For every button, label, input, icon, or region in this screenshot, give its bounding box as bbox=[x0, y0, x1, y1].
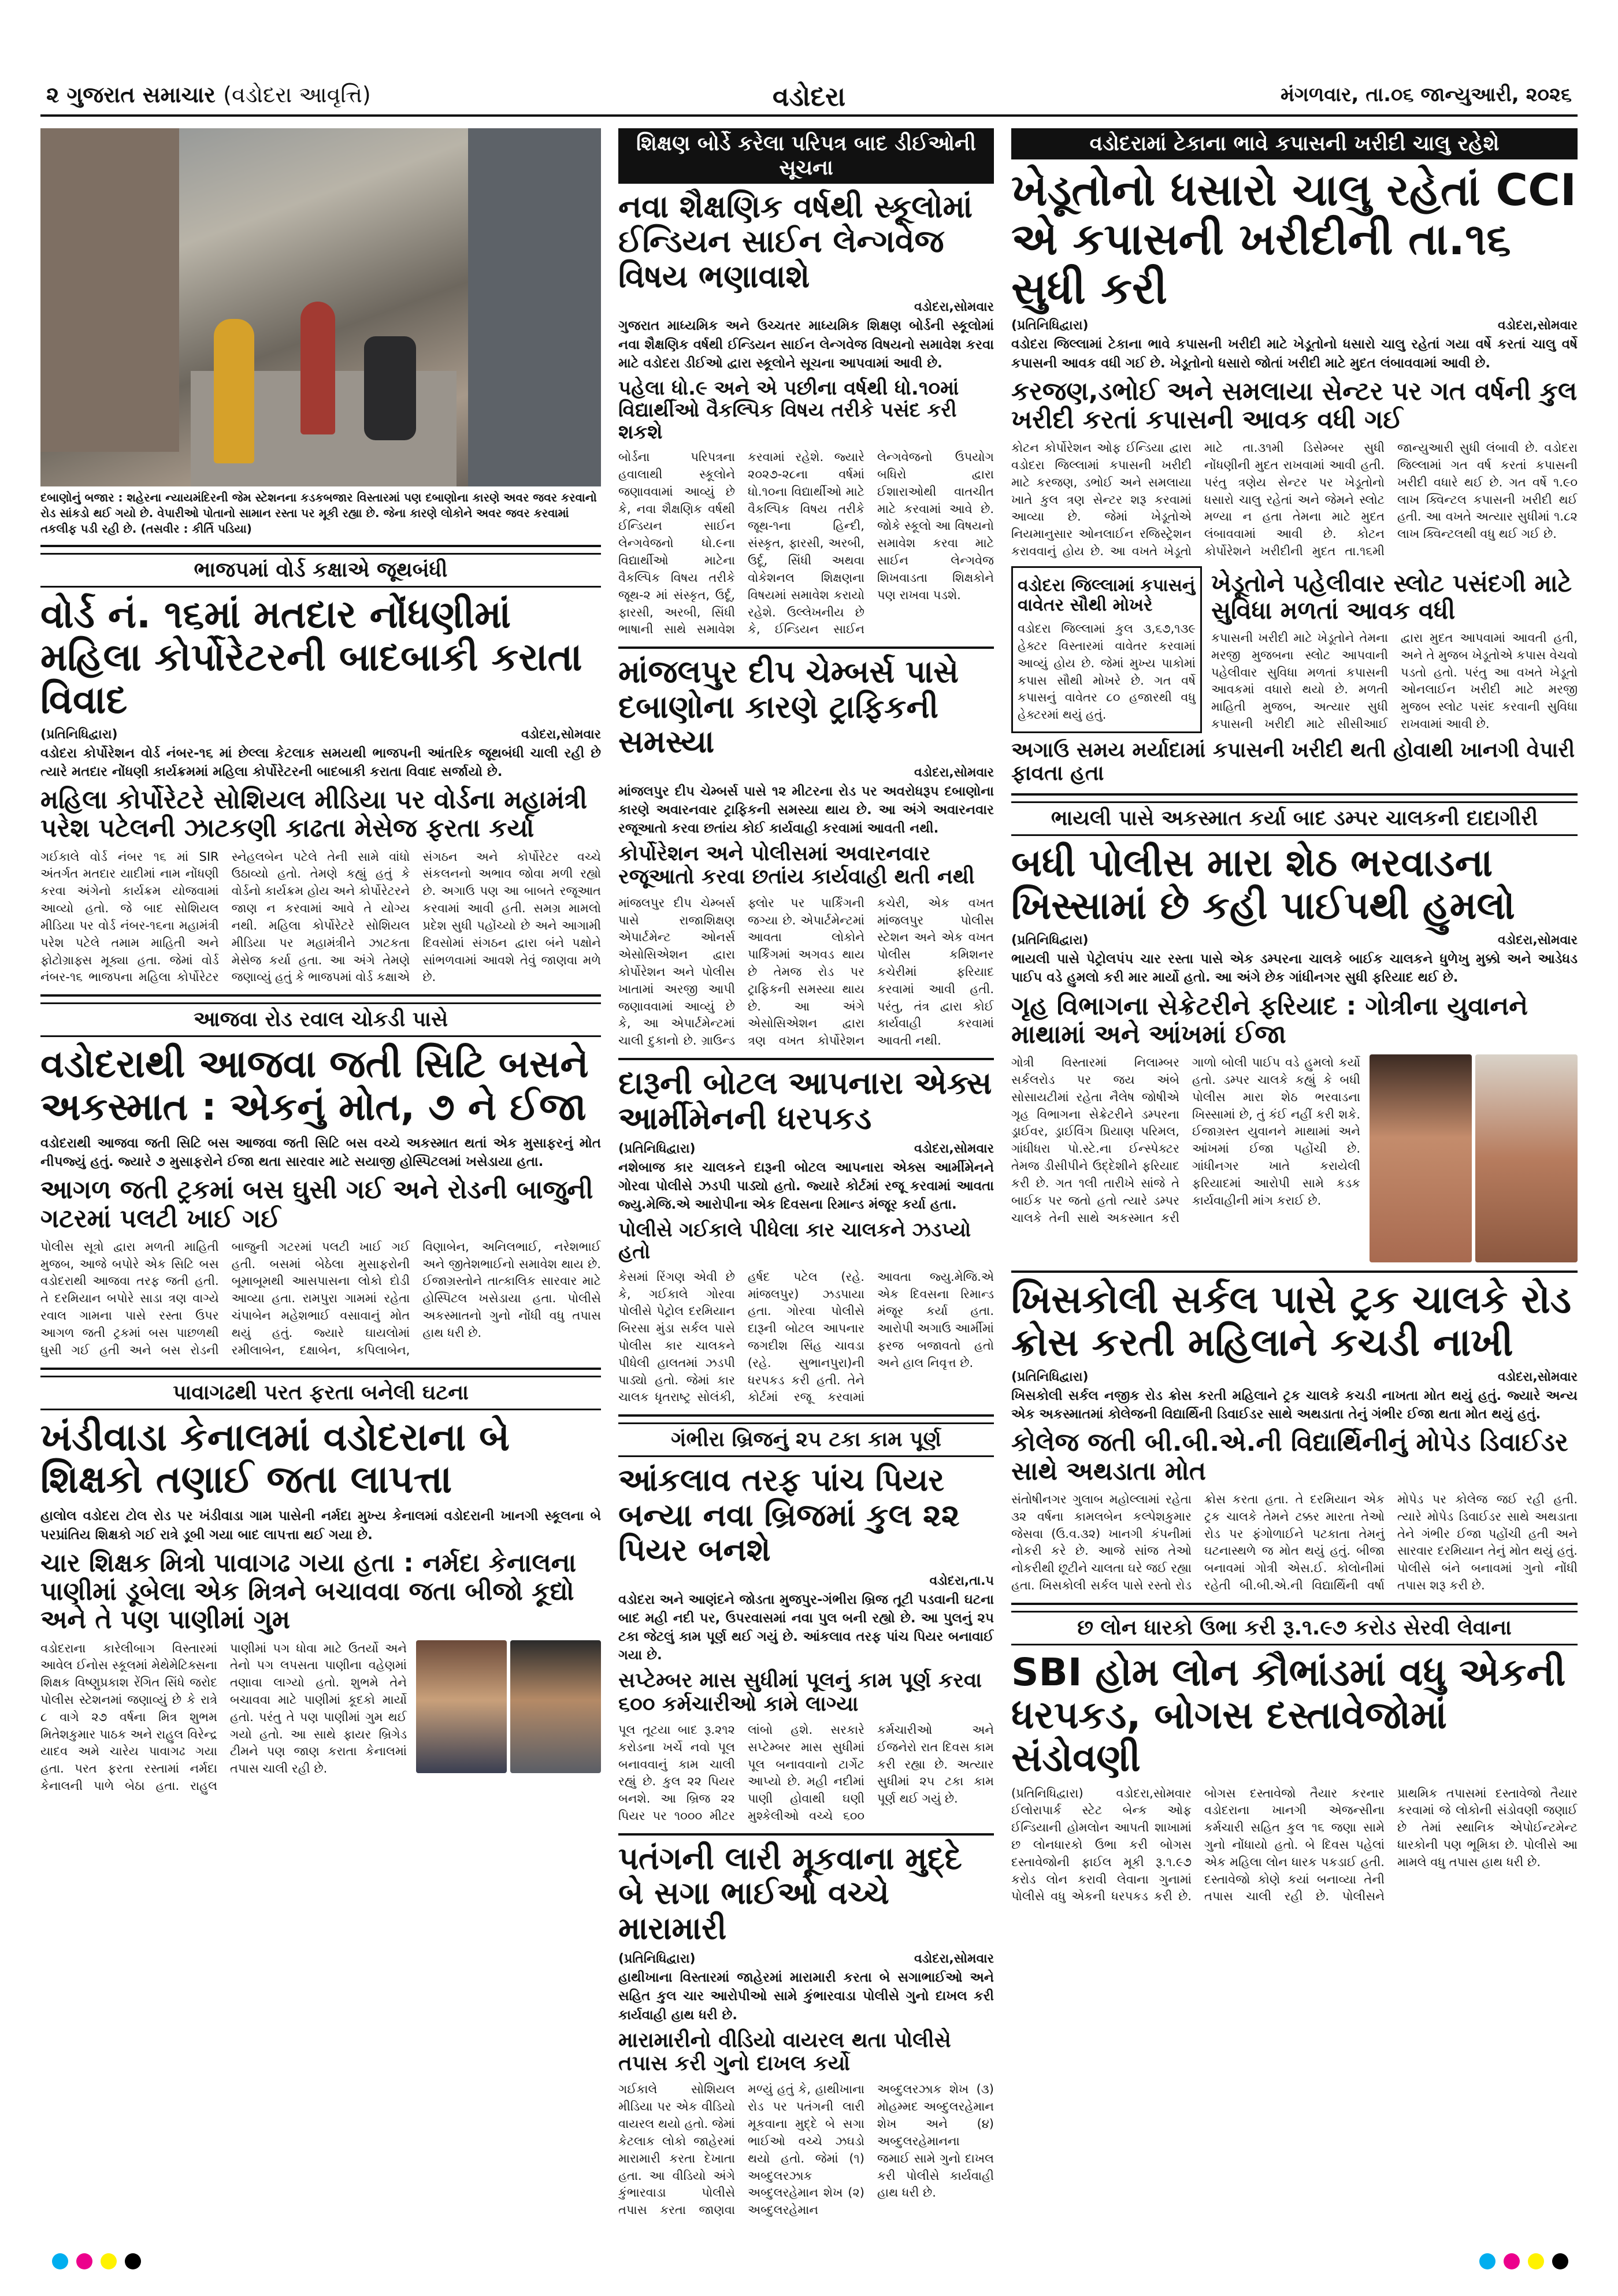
s2-subhead: આગળ જતી ટ્રકમાં બસ ઘુસી ગઈ અને રોડની બાજુની ગટરમાં પલટી ખાઈ ગઈ bbox=[40, 1175, 593, 1234]
m2-date: વડોદરા,સોમવાર bbox=[914, 765, 994, 780]
r3-byline: (પ્રતિનિધિદ્વારા) bbox=[1011, 1370, 1089, 1385]
photo-shop-left bbox=[40, 128, 179, 452]
r1-kicker: વડોદરામાં ટેકાના ભાવે કપાસની ખરીદી ચાલુ રહેશે bbox=[1011, 128, 1578, 159]
s2-headline: વડોદરાથી આજવા જતી સિટિ બસને અકસ્માત : એકનું મોત, ૭ ને ઈજા bbox=[40, 1042, 589, 1130]
m3-subhead: પોલીસે ગઈકાલે પીધેલા કાર ચાલકને ઝડપ્યો હતો bbox=[618, 1218, 971, 1264]
r2-body: ગોત્રી વિસ્તારમાં નિલામ્બર સર્કલરોડ પર જય અંબે સોસાયટીમાં રહેતા નૈલેષ જોષીએ ગૃહ વિભાગના સેક્રેટરીને ડમ્પરના ડ્રાઈવર, ડ્રાઈવિંગ પ્રિયાણ પરિમલ, ગાંધીધરા પો.સ્ટે.ના ઈન્સ્પેક્ટર તેમજ ડીસીપીને ઉદ્દેશીને ફરિયાદ કરી છે. ગત ૧લી તારીખે સાંજે તે બાઈક પર જતો હતો ત્યારે ડમ્પર ચાલકે તેની સાથે અકસ્માત કરી ગાળો બોલી પાઈપ વડે હુમલો કર્યો હતો. ડમ્પર ચાલકે કહ્યું કે બધી પોલીસ મારા શેઠ ભરવાડના ખિસ્સામાં છે, તું કંઈ નહીં કરી શકે. ઈજાગ્રસ્ત યુવાનને માથામાં અને આંખમાં ઈજા પહોંચી છે. ગાંધીનગર ખાતે કરાયેલી ફરિયાદમાં આરોપી સામે કડક કાર્યવાહીની માંગ કરાઈ છે. bbox=[1011, 1056, 1360, 1225]
m3-lead: નશેબાજ કાર ચાલકને દારૂની બોટલ આપનારા એક્સ આર્મીમેનને ગોરવા પોલીસે ઝડપી પાડ્યો હતો. જ્યારે કોર્ટમાં રજૂ કરવામાં આવતા જ્યુ.મેજિ.એ આરોપીના એક દિવસના રિમાન્ડ મંજૂર કર્યા હતા. bbox=[618, 1160, 994, 1213]
m5-dateline bbox=[618, 1952, 994, 1966]
photo-person-yellow bbox=[214, 319, 254, 463]
r2-content bbox=[1011, 1054, 1578, 1262]
r4-kicker: છ લોન ધારકો ઉભા કરી રૂ.૧.૯૭ કરોડ સેરવી લેવાના bbox=[1011, 1611, 1578, 1645]
r3-lead: ખિસકોલી સર્કલ નજીક રોડ ક્રોસ કરતી મહિલાને ટ્રક ચાલકે કચડી નાખતા મોત થયું હતું. જ્યારે અન્ય એક અકસ્માતમાં કોલેજની વિદ્યાર્થિની ડિવાઈડર સાથે અથડાતા તેનું ગંભીર ઈજા થતા મોત થયું હતું. bbox=[1011, 1388, 1578, 1422]
magenta-dot bbox=[1504, 2253, 1520, 2269]
m1-headline: નવા શૈક્ષણિક વર્ષથી સ્કૂલોમાં ઈન્ડિયન સાઈન લેન્ગવેજ વિષય ભણાવાશે bbox=[618, 188, 973, 295]
photo-shop-right bbox=[468, 128, 601, 486]
s1-lead: વડોદરા કોર્પોરેશન વોર્ડ નંબર-૧૬ માં છેલ્લા કેટલાક સમયથી ભાજપની આંતરિક જૂથબંધી ચાલી રહી છે ત્યારે મતદાર નોંધણી કાર્યક્રમમાં મહિલા કોર્પોરેટરની બાદબાકી કરાતા વિવાદ સર્જાયો છે. bbox=[40, 745, 601, 779]
divider bbox=[40, 1368, 601, 1370]
m4-subhead: સપ્ટેમ્બર માસ સુધીમાં પૂલનું કામ પૂર્ણ કરવા ૬૦૦ કર્મચારીઓ કામે લાગ્યા bbox=[618, 1669, 982, 1716]
r1-box-body: કપાસની ખરીદી માટે ખેડૂતોને તેમના મરજી મુજબના સ્લોટ આપવાની પહેલીવાર સુવિધા મળતાં કપાસની આવકમાં વધારો થયો છે. મળતી માહિતી મુજબ, અત્યાર સુધી કપાસની ખરીદી માટે સીસીઆઈ દ્વારા મુદત આપવામાં આવતી હતી, અને તે મુજબ ખેડૂતોએ કપાસ વેચવો પડતો હતો. પરંતુ આ વખતે ખેડૂતો ઓનલાઈન ખરીદી માટે મરજી મુજબ સ્લોટ પસંદ કરવાની સુવિધા રાખવામાં આવી છે. bbox=[1211, 630, 1578, 731]
m3-body: કેસમાં રિંગણ એવી છે કે, ગઈકાલે ગોરવા પોલીસે પેટ્રોલ દરમિયાન બિરસા મુંડા સર્કલ પાસે પોલીસ કાર ચાલકને પીધેલી હાલતમાં ઝડપી પાડ્યો હતો. જેમાં કાર ચાલક ધૃતરાષ્ટ્ર સોલંકી, હર્ષદ પટેલ (રહે. માંજલપુર) ઝડપાયા હતા. ગોરવા પોલીસે દારૂની બોટલ આપનાર જગદીશ સિંહ ચાવડા (રહે. સુભાનપુરા)ની ધરપકડ કરી હતી. તેને કોર્ટમાં રજૂ કરવામાં આવતા જ્યુ.મેજિ.એ એક દિવસના રિમાન્ડ મંજૂર કર્યા હતા. આરોપી અગાઉ આર્મીમાં ફરજ બજાવતો હતો અને હાલ નિવૃત્ત છે. bbox=[618, 1269, 994, 1405]
r2-date: વડોદરા,સોમવાર bbox=[1497, 933, 1578, 948]
r1-byline: (પ્રતિનિધિદ્વારા) bbox=[1011, 318, 1089, 333]
m5-headline: પતંગની લારી મૂકવાના મુદ્દે બે સગા ભાઈઓ વચ્ચે મારામારી bbox=[618, 1840, 962, 1946]
street-photo bbox=[40, 128, 601, 486]
s1-headline: વોર્ડ નં. ૧૬માં મતદાર નોંધણીમાં મહિલા કોર્પોરેટરની બાદબાકી કરાતા વિવાદ bbox=[40, 592, 582, 722]
m5-subhead: મારામારીનો વીડિયો વાયરલ થતા પોલીસે તપાસ કરી ગુનો દાખલ કર્યો bbox=[618, 2028, 951, 2076]
cyan-dot bbox=[52, 2253, 68, 2269]
divider bbox=[618, 1414, 994, 1417]
r2-dateline bbox=[1011, 933, 1578, 948]
s2-body: પોલીસ સૂત્રો દ્વારા મળતી માહિતી મુજબ, આજે બપોરે એક સિટિ બસ વડોદરાથી આજવા તરફ જતી હતી. તે દરમિયાન બપોરે સાડા ત્રણ વાગ્યે રવાલ ગામના પાસે રસ્તા ઉપર આગળ જતી ટ્રકમાં બસ પાછળથી ઘુસી ગઈ હતી અને બસ રોડની બાજુની ગટરમાં પલટી ખાઈ ગઈ હતી. બસમાં બેઠેલા મુસાફરોની બૂમાબૂમથી આસપાસના લોકો દોડી આવ્યા હતા. રામપુરા ગામમાં રહેતા ચંપાબેન મહેશભાઈ વસાવાનું મોત થયું હતું. જ્યારે ઘાયલોમાં રમીલાબેન, દક્ષાબેન, કપિલાબેન, વિણાબેન, અનિલભાઈ, નરેશભાઈ અને જીતેશભાઈનો સમાવેશ થાય છે. ઈજાગ્રસ્તોને તાત્કાલિક સારવાર માટે હોસ્પિટલ ખસેડાયા હતા. પોલીસે અકસ્માતનો ગુનો નોંધી વધુ તપાસ હાથ ધરી છે. bbox=[40, 1239, 601, 1357]
r1-lead: વડોદરા જિલ્લામાં ટેકાના ભાવે કપાસની ખરીદી માટે ખેડૂતોનો ધસારો ચાલુ રહેતાં ગયા વર્ષે કરતાં ચાલુ વર્ષે કપાસની આવક વધી ગઈ છે. ખેડૂતોનો ધસારો જોતાં ખરીદી માટે મુદત લંબાવવામાં આવી છે. bbox=[1011, 337, 1578, 371]
photo-caption bbox=[40, 490, 601, 537]
m2-dateline bbox=[618, 766, 994, 780]
s1-subhead: મહિલા કોર્પોરેટરે સોશિયલ મીડિયા પર વોર્ડના મહામંત્રી પરેશ પટેલની ઝાટકણી કાઢતા મેસેજ ફરતા કર્યા bbox=[40, 785, 588, 844]
m1-lead: ગુજરાત માધ્યમિક અને ઉચ્ચતર માધ્યમિક શિક્ષણ બોર્ડની સ્કૂલોમાં નવા શૈક્ષણિક વર્ષથી ઈન્ડિયન સાઈન લેન્ગવેજ વિષયનો સમાવેશ કરવા માટે વડોદરા ડીઈઓ દ્વારા સ્કૂલોને સૂચના આપવામાં આવી છે. bbox=[618, 318, 994, 371]
m1-dateline bbox=[618, 300, 994, 314]
page-number: ૨ bbox=[46, 82, 60, 107]
r4-body: (પ્રતિનિધિદ્વારા) વડોદરા,સોમવાર ઈલોરાપાર્ક સ્ટેટ બેન્ક ઓફ ઈન્ડિયાની હોમલોન આપતી શાખામાં છ લોનધારકો ઉભા કરી બોગસ દસ્તાવેજોની ફાઈલ મૂકી રૂ.૧.૯૭ કરોડ લોન કરાવી લેવાના ગુનામાં પોલીસે વધુ એકની ધરપકડ કરી છે. બોગસ દસ્તાવેજો તૈયાર કરનાર વડોદરાના ખાનગી એજન્સીના કર્મચારી સહિત કુલ ૧૬ જણા સામે ગુનો નોંધાયો હતો. બે દિવસ પહેલાં એક મહિલા લોન ધારક પકડાઈ હતી. દસ્તાવેજો કોણે કયાં બનાવ્યા તેની તપાસ ચાલી રહી છે. પોલીસને પ્રાથમિક તપાસમાં દસ્તાવેજો તૈયાર કરવામાં જે લોકોની સંડોવણી જણાઈ છે તેમાં સ્થાનિક એપોઈન્ટમેન્ટ ધારકોની પણ ભૂમિકા છે. પોલીસે આ મામલે વધુ તપાસ હાથ ધરી છે. bbox=[1011, 1786, 1578, 1904]
m1-date: વડોદરા,સોમવાર bbox=[914, 300, 994, 315]
r1-body: કોટન કોર્પોરેશન ઓફ ઈન્ડિયા દ્વારા વડોદરા જિલ્લામાં કપાસની ખરીદી માટે કરજણ, ડભોઈ અને સમલાયા ખાતે કુલ ત્રણ સેન્ટર શરૂ કરવામાં આવ્યા છે. જેમાં ખેડૂતોએ નિયમાનુસાર ઓનલાઈન રજિસ્ટ્રેશન કરાવવાનું હોય છે. આ વખતે ખેડૂતો માટે તા.૩૧મી ડિસેમ્બર સુધી નોંધણીની મુદત રાખવામાં આવી હતી. પરંતુ ત્રણેય સેન્ટર પર ખેડૂતોનો ધસારો ચાલુ રહેતાં અને જેમને સ્લોટ મળ્યા ન હતા તેમના માટે મુદત લંબાવવામાં આવી છે. કોટન કોર્પોરેશને ખરીદીની મુદત તા.૧૬મી જાન્યુઆરી સુધી લંબાવી છે. વડોદરા જિલ્લામાં ગત વર્ષ કરતાં કપાસની ખરીદી વધારે થઈ છે. ગત વર્ષે ૧.૯૦ લાખ ક્વિન્ટલ કપાસની ખરીદી થઈ હતી. આ વખતે અત્યાર સુધીમાં ૧.૮૨ લાખ ક્વિન્ટલથી વધુ થઈ ગઈ છે. bbox=[1011, 441, 1578, 559]
r2-byline: (પ્રતિનિધિદ્વારા) bbox=[1011, 933, 1089, 948]
s3-kicker: પાવાગઢથી પરત ફરતા બનેલી ઘટના bbox=[40, 1376, 601, 1410]
r1-side-body: વડોદરા જિલ્લામાં કુલ ૩,૬૭,૧૩૯ હેક્ટર વિસ્તારમાં વાવેતર કરવામાં આવ્યું હોય છે. જેમાં મુખ્ય પાકોમાં કપાસ સૌથી મોખરે છે. ગત વર્ષે કપાસનું વાવેતર ૮૦ હજારથી વધુ હેક્ટરમાં થયું હતું. bbox=[1018, 622, 1196, 722]
s2-kicker: આજવા રોડ રવાલ ચોકડી પાસે bbox=[40, 1002, 601, 1037]
m5-body: ગઈકાલે સોશિયલ મીડિયા પર એક વીડિયો વાયરલ થયો હતો. જેમાં કેટલાક લોકો જાહેરમાં મારામારી કરતા દેખાતા હતા. આ વીડિયો અંગે કુંભારવાડા પોલીસે તપાસ કરતા જાણવા મળ્યું હતું કે, હાથીખાના રોડ પર પતંગની લારી મૂકવાના મુદ્દે બે સગા ભાઈઓ વચ્ચે ઝઘડો થયો હતો. જેમાં (૧) અબ્દુલરઝાક અબ્દુલરહેમાન શેખ (૨) અબ્દુલરહેમાન અબ્દુલરઝાક શેખ (૩) મોહમ્મદ અબ્દુલરહેમાન શેખ અને (૪) અબ્દુલરહેમાનના જમાઈ સામે ગુનો દાખલ કરી પોલીસે કાર્યવાહી હાથ ધરી છે. bbox=[618, 2082, 994, 2217]
m2-body: માંજલપુર દીપ ચેમ્બર્સ પાસે રાજાશિક્ષણ એપાર્ટમેન્ટ ઓનર્સ એસોસિએશન દ્વારા કોર્પોરેશન અને પોલીસ ખાતામાં અરજી આપી જણાવવામાં આવ્યું છે કે, આ એપાર્ટમેન્ટમાં ચાલી દુકાનો છે. ગ્રાઉન્ડ ફ્લોર પર પાર્કિંગની જગ્યા છે. એપાર્ટમેન્ટમાં આવતા લોકોને પાર્કિંગમાં અગવડ થાય છે તેમજ રોડ પર ટ્રાફિકની સમસ્યા થાય છે. આ અંગે એસોસિએશન દ્વારા ત્રણ વખત કોર્પોરેશન કચેરી, એક વખત માંજલપુર પોલીસ સ્ટેશન અને એક વખત પોલીસ કમિશનર કચેરીમાં ફરિયાદ કરવામાં આવી હતી. પરંતુ, તંત્ર દ્વારા કોઈ કાર્યવાહી કરવામાં આવતી નથી. bbox=[618, 896, 994, 1048]
cyan-dot bbox=[1479, 2253, 1495, 2269]
teacher-photo-2 bbox=[510, 1640, 601, 1773]
s1-kicker: ભાજપમાં વોર્ડ કક્ષાએ જૂથબંધી bbox=[40, 553, 601, 588]
s3-photos bbox=[416, 1640, 601, 1773]
teacher-photo-1 bbox=[416, 1640, 507, 1773]
r1-subhead: કરજણ,ડભોઈ અને સમલાયા સેન્ટર પર ગત વર્ષની કુલ ખરીદી કરતાં કપાસની આવક વધી ગઈ bbox=[1011, 376, 1578, 434]
yellow-dot bbox=[101, 2253, 117, 2269]
m4-body: પૂલ તૂટયા બાદ રૂ.૨૧૨ કરોડના ખર્ચે નવો પૂલ બનાવવાનું કામ ચાલી રહ્યું છે. કુલ ૨૨ પિયર બનશે. આ બ્રિજ ૨૨ પિયર પર ૧૦૦૦ મીટર લાંબો હશે. સરકારે સપ્ટેમ્બર માસ સુધીમાં પૂલ બનાવવાનો ટાર્ગેટ આપ્યો છે. મહી નદીમાં પાણી હોવાથી ઘણી મુશ્કેલીઓ વચ્ચે ૬૦૦ કર્મચારીઓ અને ઈજનેરો રાત દિવસ કામ કરી રહ્યા છે. અત્યાર સુધીમાં ૨૫ ટકા કામ પૂર્ણ થઈ ગયું છે. bbox=[618, 1722, 994, 1823]
divider bbox=[40, 994, 601, 997]
m4-kicker: ગંભીરા બ્રિજનું ૨૫ ટકા કામ પૂર્ણ bbox=[618, 1422, 994, 1457]
m4-date: વડોદરા,તા.૫ bbox=[929, 1573, 994, 1588]
s1-body: ગઈકાલે વોર્ડ નંબર ૧૬ માં SIR અંતર્ગત મતદાર યાદીમાં નામ નોંધણી કરવા અંગેનો કાર્યક્રમ યોજવામાં આવ્યો હતો. જે બાદ સોશિયલ મીડિયા પર વોર્ડ નંબર-૧૬ના મહામંત્રી પરેશ પટેલે તમામ માહિતી અને ફોટોગ્રાફ્સ મૂક્યા હતા. જેમાં વોર્ડ નંબર-૧૬ ભાજપના મહિલા કોર્પોરેટર સ્નેહલબેન પટેલે તેની સામે વાંધો ઉઠાવ્યો હતો. તેમણે કહ્યું હતું કે વોર્ડનો કાર્યક્રમ હોય અને કોર્પોરેટરને જાણ ન કરવામાં આવે તે યોગ્ય નથી. મહિલા કોર્પોરેટરે સોશિયલ મીડિયા પર મહામંત્રીને ઝાટકતા મેસેજ કર્યા હતા. આ અંગે તેમણે જણાવ્યું હતું કે ભાજપમાં વોર્ડ કક્ષાએ સંગઠન અને કોર્પોરેટર વચ્ચે સંકલનનો અભાવ જોવા મળી રહ્યો છે. અગાઉ પણ આ બાબતે રજૂઆત કરવામાં આવી હતી. સમગ્ર મામલો પ્રદેશ સુધી પહોંચ્યો છે અને આગામી દિવસોમાં સંગઠન દ્વારા બંને પક્ષોને સાંભળવામાં આવશે તેવું જાણવા મળે છે. bbox=[40, 849, 601, 984]
m3-byline: (પ્રતિનિધિદ્વારા) bbox=[618, 1141, 696, 1156]
middle-column bbox=[618, 128, 994, 2231]
divider bbox=[618, 1058, 994, 1060]
m3-headline: દારૂની બોટલ આપનારા એક્સ આર્મીમેનની ધરપકડ bbox=[618, 1065, 992, 1136]
registration-marks-right bbox=[1479, 2253, 1568, 2269]
s1-byline: (પ્રતિનિધિદ્વારા) bbox=[40, 727, 118, 742]
s2-lead: વડોદરાથી આજવા જતી સિટિ બસ આજવા જતી સિટિ બસ વચ્ચે અકસ્માત થતાં એક મુસાફરનું મોત નીપજ્યું હતું. જ્યારે ૭ મુસાફરોને ઈજા થતા સારવાર માટે સયાજી હોસ્પિટલમાં ખસેડાયા હતા. bbox=[40, 1135, 601, 1170]
m2-lead: માંજલપુર દીપ ચેમ્બર્સ પાસે ૧૨ મીટરના રોડ પર અવરોધરૂપ દબાણોના કારણે અવારનવાર ટ્રાફિકની સમસ્યા થાય છે. આ અંગે અવારનવાર રજૂઆતો કરવા છતાંય કોઈ કાર્યવાહી કરવામાં આવતી નથી. bbox=[618, 783, 994, 836]
m2-subhead: કોર્પોરેશન અને પોલીસમાં અવારનવાર રજૂઆતો કરવા છતાંય કાર્યવાહી થતી નથી bbox=[618, 842, 975, 889]
injured-photo-2 bbox=[1475, 1054, 1578, 1262]
registration-marks-left bbox=[52, 2253, 141, 2269]
r1-side-head: વડોદરા જિલ્લામાં કપાસનું વાવેતર સૌથી મોખરે bbox=[1018, 575, 1196, 615]
page-header bbox=[40, 80, 1578, 117]
r1-box bbox=[1211, 566, 1578, 733]
s3-content bbox=[40, 1640, 601, 1795]
s3-subhead: ચાર શિક્ષક મિત્રો પાવાગઢ ગયા હતા : નર્મદા કેનાલના પાણીમાં ડૂબેલા એક મિત્રને બચાવવા જતા બીજો કૂદ્યો અને તે પણ પાણીમાં ગુમ bbox=[40, 1548, 577, 1635]
r1-side-box bbox=[1011, 566, 1202, 733]
divider bbox=[1011, 1270, 1578, 1273]
m4-headline: આંકલાવ તરફ પાંચ પિયર બન્યા નવા બ્રિજમાં કુલ ૨૨ પિયર બનશે bbox=[618, 1462, 960, 1569]
m4-lead: વડોદરા અને આણંદને જોડતા મુજપુર-ગંભીરા બ્રિજ તૂટી પડવાની ઘટના બાદ મહી નદી પર, ઉપરવાસમાં નવા પુલ બની રહ્યો છે. આ પુલનું ૨૫ ટકા જેટલું કામ પૂર્ણ થઈ ગયું છે. આંકલાવ તરફ પાંચ પિયર બનાવાઈ ગયા છે. bbox=[618, 1592, 994, 1663]
divider bbox=[618, 647, 994, 649]
divider bbox=[1011, 1603, 1578, 1605]
m2-headline: માંજલપુર દીપ ચેમ્બર્સ પાસે દબાણોના કારણે ટ્રાફિકની સમસ્યા bbox=[618, 653, 959, 760]
r3-dateline bbox=[1011, 1370, 1578, 1384]
injured-photo-1 bbox=[1370, 1054, 1472, 1262]
divider bbox=[40, 545, 601, 547]
divider bbox=[1011, 793, 1578, 796]
r2-headline: બધી પોલીસ મારા શેઠ ભરવાડના ખિસ્સામાં છે કહી પાઈપથી હુમલો bbox=[1011, 841, 1515, 928]
r3-date: વડોદરા,સોમવાર bbox=[1497, 1370, 1578, 1385]
paper-name: ગુજરાત સમાચાર bbox=[66, 82, 216, 107]
m1-subhead: પહેલા ધો.૯ અને એ પછીના વર્ષથી ધો.૧૦માં વિદ્યાર્થીઓ વૈકલ્પિક વિષય તરીકે પસંદ કરી શકશે bbox=[618, 376, 959, 444]
r1-boxes bbox=[1011, 566, 1578, 733]
s1-date: વડોદરા,સોમવાર bbox=[521, 727, 601, 742]
m5-byline: (પ્રતિનિધિદ્વારા) bbox=[618, 1952, 696, 1967]
magenta-dot bbox=[76, 2253, 92, 2269]
city-title: વડોદરા bbox=[772, 81, 846, 112]
m3-dateline bbox=[618, 1142, 994, 1156]
r4-headline: SBI હોમ લોન કૌભાંડમાં વધુ એકની ધરપકડ, બોગસ દસ્તાવેજોમાં સંડોવણી bbox=[1011, 1649, 1566, 1780]
black-dot bbox=[1552, 2253, 1568, 2269]
m5-lead: હાથીખાના વિસ્તારમાં જાહેરમાં મારામારી કરતા બે સગાભાઈઓ અને સહિત કુલ ચાર આરોપીઓ સામે કુંભારવાડા પોલીસે ગુનો દાખલ કરી કાર્યવાહી હાથ ધરી છે. bbox=[618, 1970, 994, 2023]
black-dot bbox=[125, 2253, 141, 2269]
m1-body: બોર્ડના પરિપત્રના હવાલાથી સ્કૂલોને જણાવવામાં આવ્યું છે કે, નવા શૈક્ષણિક વર્ષથી ઈન્ડિયન સાઈન લેન્ગવેજનો ધો.૯ના વિદ્યાર્થીઓ માટેના વૈકલ્પિક વિષય તરીકે જૂથ-૨ માં સંસ્કૃત, ઉર્દૂ, ફારસી, અરબી, સિંધી ભાષાની સાથે સમાવેશ કરવામાં રહેશે. જ્યારે ૨૦૨૭-૨૮ના વર્ષમાં ધો.૧૦ના વિદ્યાર્થીઓ માટે વૈકલ્પિક વિષય તરીકે જૂથ-૧ના હિન્દી, સંસ્કૃત, ફારસી, અરબી, ઉર્દૂ, સિંધી અથવા વોકેશનલ શિક્ષણના વિષયમાં સમાવેશ કરાયો રહેશે. ઉલ્લેખનીય છે કે, ઈન્ડિયન સાઈન લેન્ગવેજનો ઉપયોગ બધિરો દ્વારા ઈશારાઓથી વાતચીત માટે કરવામાં આવે છે. જોકે સ્કૂલો આ વિષયનો સમાવેશ કરવા માટે સાઈન લેન્ગવેજ શિખવાડતા શિક્ષકોને પણ રાખવા પડશે. bbox=[618, 450, 994, 637]
r2-lead: ભાયલી પાસે પેટ્રોલપંપ ચાર રસ્તા પાસે એક ડમ્પરના ચાલકે બાઈક ચાલકને ધુળેખુ મુક્કો અને આડેધડ પાઈપ વડે હુમલો કરી માર માર્યો હતો. આ અંગે છેક ગાંધીનગર સુધી ફરિયાદ થઈ છે. bbox=[1011, 952, 1578, 986]
header-date: મંગળવાર, તા.૦૬ જાન્યુઆરી, ૨૦૨૬ bbox=[1281, 83, 1572, 106]
r3-body: સંતોષીનગર ગુલાબ મહોલ્લામાં રહેતા ૩૨ વર્ષના કામલબેન કલ્પેશકુમાર જેસવા (ઉ.વ.૩૨) ખાનગી કંપનીમાં નોકરી કરે છે. આજે સાંજ તેઓ નોકરીથી છૂટીને ચાલતા ઘરે જઈ રહ્યા હતા. ખિસકોલી સર્કલ પાસે રસ્તો રોડ ક્રોસ કરતા હતા. તે દરમિયાન એક ટ્રક ચાલકે તેમને ટક્કર મારતા તેઓ રોડ પર ફંગોળાઈને પટકાતા તેમનું ઘટનાસ્થળે જ મોત થયું હતું. બીજા બનાવમાં ગોત્રી એસ.ઈ. કોલોનીમાં રહેતી બી.બી.એ.ની વિદ્યાર્થિની વર્ષા મોપેડ પર કોલેજ જઈ રહી હતી. ત્યારે મોપેડ ડિવાઈડર સાથે અથડાતા તેને ગંભીર ઈજા પહોંચી હતી અને સારવાર દરમિયાન તેનું મોત થયું હતું. પોલીસે બંને બનાવમાં ગુનો નોંધી તપાસ શરૂ કરી છે. bbox=[1011, 1492, 1578, 1592]
s3-headline: ખંડીવાડા કેનાલમાં વડોદરાના બે શિક્ષકો તણાઈ જતા લાપત્તા bbox=[40, 1414, 510, 1502]
r1-box-head: ખેડૂતોને પહેલીવાર સ્લોટ પસંદગી માટે સુવિધા મળતાં આવક વધી bbox=[1211, 569, 1572, 625]
r1-headline: ખેડૂતોનો ધસારો ચાલુ રહેતાં CCI એ કપાસની ખરીદીની તા.૧૬ સુધી કરી bbox=[1011, 164, 1577, 314]
s3-lead: હાલોલ વડોદરા ટોલ રોડ પર ખંડીવાડા ગામ પાસેની નર્મદા મુખ્ય કેનાલમાં વડોદરાની ખાનગી સ્કૂલના બે પરપ્રાંતિય શિક્ષકો ગઈ રાત્રે ડૂબી ગયા બાદ લાપત્તા થઈ ગયા છે. bbox=[40, 1509, 601, 1543]
photo-person-red bbox=[300, 302, 335, 434]
m4-dateline bbox=[618, 1574, 994, 1588]
r3-subhead: કોલેજ જતી બી.બી.એ.ની વિદ્યાર્થિનીનું મોપેડ ડિવાઈડર સાથે અથડાતા મોત bbox=[1011, 1428, 1568, 1486]
yellow-dot bbox=[1528, 2253, 1544, 2269]
r3-headline: ખિસકોલી સર્કલ પાસે ટ્રક ચાલકે રોડ ક્રોસ કરતી મહિલાને કચડી નાખી bbox=[1011, 1277, 1572, 1365]
photo-caption-text: દબાણોનું બજાર : શહેરના ન્યાયમંદિરની જેમ સ્ટેશનના કડકબજાર વિસ્તારમાં પણ દબાણોના કારણે અવર જવર કરવાનો રોડ સાંકડો થઈ ગયો છે. વેપારીઓ પોતાનો સામાન રસ્તા પર મૂકી રહ્યા છે. જેના કારણે લોકોને અવર જવર કરવામાં તકલીફ પડી રહી છે. bbox=[40, 491, 597, 536]
right-column bbox=[1011, 128, 1578, 2231]
divider bbox=[618, 1833, 994, 1836]
r1-dateline bbox=[1011, 318, 1578, 333]
photo-motorbike bbox=[364, 336, 416, 440]
r2-subhead: ગૃહ વિભાગના સેક્રેટરીને ફરિયાદ : ગોત્રીના યુવાનને માથામાં અને આંખમાં ઈજા bbox=[1011, 991, 1528, 1049]
r2-photos bbox=[1370, 1054, 1578, 1262]
m3-date: વડોદરા,સોમવાર bbox=[914, 1141, 994, 1156]
edition: (વડોદરા આવૃત્તિ) bbox=[223, 82, 371, 107]
m1-kicker: શિક્ષણ બોર્ડે કરેલા પરિપત્ર બાદ ડીઈઓની સૂચના bbox=[618, 128, 994, 184]
r1-date: વડોદરા,સોમવાર bbox=[1497, 318, 1578, 333]
m5-date: વડોદરા,સોમવાર bbox=[914, 1952, 994, 1967]
photo-credit: (તસવીર : કીર્તિ પડિયા) bbox=[140, 522, 252, 536]
left-column bbox=[40, 128, 601, 2231]
s3-body: વડોદરાના કારેલીબાગ વિસ્તારમાં આવેલ ઈનોસ સ્કૂલમાં મેથેમેટિક્સના શિક્ષક વિષ્ણુપ્રકાશ રેંગિત સિંધે જરોદ પોલીસ સ્ટેશનમાં જણાવ્યું છે કે રાત્રે ૮ વાગે ૨૭ વર્ષના મિત્ર શુભમ મિતેશકુમાર પાઠક અને રાહુલ વિરેન્દ્ર યાદવ અમે ચારેય પાવાગઢ ગયા હતા. પરત ફરતા રસ્તામાં નર્મદા કેનાલની પાળે બેઠા હતા. રાહુલ પાણીમાં પગ ધોવા માટે ઉતર્યો અને તેનો પગ લપસતા પાણીના વહેણમાં તણાવા લાગ્યો હતો. શુભમે તેને બચાવવા માટે પાણીમાં કૂદકો માર્યો હતો. પરંતુ તે પણ પાણીમાં ગુમ થઈ ગયો હતો. આ સાથે ફાયર બ્રિગેડ ટીમને પણ જાણ કરાતા કેનાલમાં તપાસ ચાલી રહી છે. bbox=[40, 1641, 407, 1793]
s1-dateline bbox=[40, 727, 601, 742]
r1-note: અગાઉ સમય મર્યાદામાં કપાસની ખરીદી થતી હોવાથી ખાનગી વેપારી ફાવતા હતા bbox=[1011, 738, 1575, 786]
r2-kicker: ભાયલી પાસે અકસ્માત કર્યા બાદ ડમ્પર ચાલકની દાદાગીરી bbox=[1011, 801, 1578, 836]
